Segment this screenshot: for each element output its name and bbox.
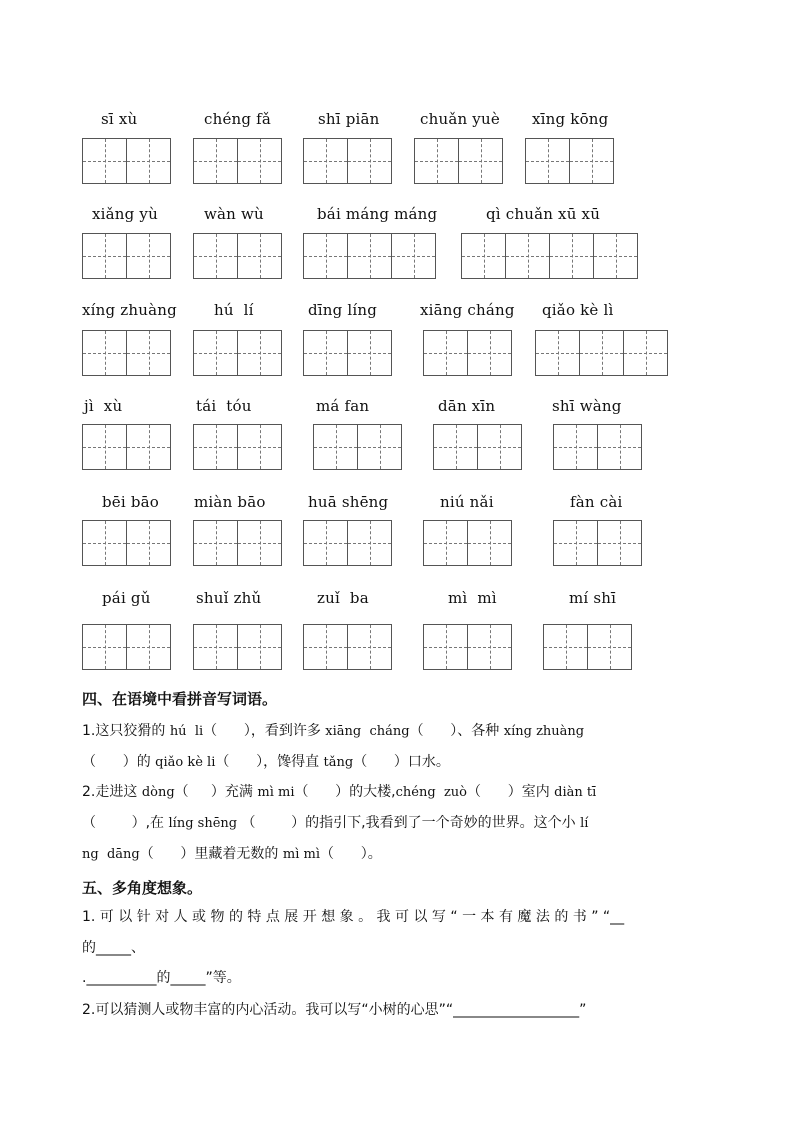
- writing-cell[interactable]: [458, 138, 503, 184]
- pinyin-label: fàn cài: [570, 493, 623, 511]
- writing-grid[interactable]: [82, 138, 170, 184]
- writing-cell[interactable]: [414, 138, 459, 184]
- writing-cell[interactable]: [237, 330, 282, 376]
- pinyin-label: shuǐ zhǔ: [196, 589, 262, 607]
- writing-cell[interactable]: [525, 138, 570, 184]
- writing-cell[interactable]: [535, 330, 580, 376]
- writing-grid[interactable]: [553, 424, 641, 470]
- writing-cell[interactable]: [303, 138, 348, 184]
- writing-grid[interactable]: [82, 330, 170, 376]
- writing-cell[interactable]: [587, 624, 632, 670]
- writing-cell[interactable]: [597, 520, 642, 566]
- writing-grid[interactable]: [313, 424, 401, 470]
- writing-cell[interactable]: [623, 330, 668, 376]
- pinyin-label: mí shī: [569, 589, 617, 607]
- writing-cell[interactable]: [543, 624, 588, 670]
- writing-cell[interactable]: [193, 330, 238, 376]
- writing-cell[interactable]: [347, 520, 392, 566]
- writing-cell[interactable]: [237, 624, 282, 670]
- writing-cell[interactable]: [579, 330, 624, 376]
- writing-cell[interactable]: [237, 233, 282, 279]
- imagination-line-3: .__________的_____”等。: [82, 970, 241, 986]
- writing-cell[interactable]: [82, 330, 127, 376]
- sentence-1-line-1: 1.这只狡猾的 hú li（ ），看到许多 xiāng cháng（ ）、各种 xíng zhuàng: [82, 723, 585, 739]
- writing-grid[interactable]: [543, 624, 631, 670]
- writing-grid[interactable]: [82, 424, 170, 470]
- writing-grid[interactable]: [461, 233, 637, 279]
- pinyin-label: qì chuǎn xū xū: [486, 205, 601, 223]
- writing-cell[interactable]: [505, 233, 550, 279]
- pinyin-label: dīng líng: [308, 301, 378, 319]
- writing-cell[interactable]: [467, 520, 512, 566]
- writing-cell[interactable]: [126, 624, 171, 670]
- writing-grid[interactable]: [193, 233, 281, 279]
- pinyin-label: sī xù: [101, 110, 138, 128]
- writing-cell[interactable]: [193, 138, 238, 184]
- writing-grid[interactable]: [423, 330, 511, 376]
- writing-cell[interactable]: [303, 330, 348, 376]
- pinyin-label: niú nǎi: [440, 493, 494, 511]
- pinyin-label: zuǐ ba: [317, 589, 369, 607]
- writing-cell[interactable]: [423, 624, 468, 670]
- writing-cell[interactable]: [237, 138, 282, 184]
- imagination-line-4: 2.可以猜测人或物丰富的内心活动。我可以写“小树的心思”“__________________”: [82, 1002, 587, 1018]
- writing-grid[interactable]: [423, 624, 511, 670]
- sentence-2-line-2: （ ）,在 líng shēng （ ）的指引下,我看到了一个奇妙的世界。这个小 lí: [82, 815, 589, 831]
- writing-cell[interactable]: [467, 624, 512, 670]
- writing-cell[interactable]: [423, 330, 468, 376]
- writing-grid[interactable]: [414, 138, 502, 184]
- writing-cell[interactable]: [82, 233, 127, 279]
- pinyin-label: miàn bāo: [194, 493, 266, 511]
- writing-grid[interactable]: [535, 330, 667, 376]
- writing-cell[interactable]: [126, 138, 171, 184]
- writing-cell[interactable]: [193, 424, 238, 470]
- pinyin-label: tái tóu: [196, 397, 252, 415]
- pinyin-label: shī piān: [318, 110, 380, 128]
- pinyin-label: xiǎng yù: [92, 205, 158, 223]
- writing-cell[interactable]: [193, 520, 238, 566]
- writing-cell[interactable]: [126, 330, 171, 376]
- pinyin-label: chéng fǎ: [204, 110, 272, 128]
- writing-grid[interactable]: [193, 138, 281, 184]
- writing-cell[interactable]: [423, 520, 468, 566]
- imagination-line-1: 1. 可 以 针 对 人 或 物 的 特 点 展 开 想 象 。 我 可 以 写 “ 一 本 有 魔 法 的 书 ” “__: [82, 909, 625, 925]
- writing-grid[interactable]: [82, 520, 170, 566]
- writing-cell[interactable]: [193, 624, 238, 670]
- writing-cell[interactable]: [347, 330, 392, 376]
- writing-grid[interactable]: [303, 520, 391, 566]
- writing-cell[interactable]: [553, 424, 598, 470]
- writing-grid[interactable]: [525, 138, 613, 184]
- writing-cell[interactable]: [391, 233, 436, 279]
- writing-cell[interactable]: [237, 424, 282, 470]
- writing-cell[interactable]: [303, 624, 348, 670]
- writing-grid[interactable]: [303, 624, 391, 670]
- pinyin-label: wàn wù: [204, 205, 264, 223]
- writing-cell[interactable]: [569, 138, 614, 184]
- writing-cell[interactable]: [82, 624, 127, 670]
- section-4-title: 四、在语境中看拼音写词语。: [82, 690, 278, 708]
- pinyin-label: bēi bāo: [102, 493, 160, 511]
- writing-cell[interactable]: [467, 330, 512, 376]
- writing-cell[interactable]: [303, 233, 348, 279]
- pinyin-label: má fan: [316, 397, 370, 415]
- writing-grid[interactable]: [303, 330, 391, 376]
- writing-cell[interactable]: [347, 624, 392, 670]
- pinyin-label: chuǎn yuè: [420, 110, 500, 128]
- writing-grid[interactable]: [423, 520, 511, 566]
- pinyin-label: xíng zhuàng: [82, 301, 177, 319]
- pinyin-label: xiāng cháng: [420, 301, 515, 319]
- writing-cell[interactable]: [347, 233, 392, 279]
- writing-cell[interactable]: [82, 138, 127, 184]
- writing-cell[interactable]: [303, 520, 348, 566]
- pinyin-label: pái gǔ: [102, 589, 151, 607]
- writing-grid[interactable]: [193, 330, 281, 376]
- pinyin-label: qiǎo kè lì: [542, 301, 614, 319]
- writing-cell[interactable]: [357, 424, 402, 470]
- writing-grid[interactable]: [82, 233, 170, 279]
- pinyin-label: shī wàng: [552, 397, 622, 415]
- imagination-line-2: 的_____、: [82, 940, 145, 956]
- writing-cell[interactable]: [549, 233, 594, 279]
- writing-cell[interactable]: [82, 424, 127, 470]
- writing-cell[interactable]: [347, 138, 392, 184]
- writing-cell[interactable]: [461, 233, 506, 279]
- writing-cell[interactable]: [597, 424, 642, 470]
- writing-cell[interactable]: [593, 233, 638, 279]
- pinyin-label: bái máng máng: [317, 205, 438, 223]
- writing-cell[interactable]: [313, 424, 358, 470]
- writing-cell[interactable]: [126, 424, 171, 470]
- pinyin-label: xīng kōng: [532, 110, 609, 128]
- writing-grid[interactable]: [82, 624, 170, 670]
- writing-grid[interactable]: [433, 424, 521, 470]
- section-5-title: 五、多角度想象。: [82, 879, 203, 897]
- writing-cell[interactable]: [126, 233, 171, 279]
- pinyin-label: huā shēng: [308, 493, 389, 511]
- writing-cell[interactable]: [237, 520, 282, 566]
- writing-cell[interactable]: [193, 233, 238, 279]
- sentence-2-line-1: 2.走进这 dòng（ ）充满 mì mi（ ）的大楼,chéng zuò（ ）室内 diàn tī: [82, 784, 597, 800]
- writing-grid[interactable]: [193, 624, 281, 670]
- writing-cell[interactable]: [82, 520, 127, 566]
- writing-grid[interactable]: [303, 138, 391, 184]
- pinyin-label: hú lí: [214, 301, 254, 319]
- sentence-2-line-3: ng dāng（ ）里藏着无数的 mì mì（ ）。: [82, 846, 382, 862]
- pinyin-label: jì xù: [84, 397, 123, 415]
- writing-grid[interactable]: [193, 520, 281, 566]
- pinyin-label: mì mì: [448, 589, 497, 607]
- writing-cell[interactable]: [477, 424, 522, 470]
- writing-grid[interactable]: [553, 520, 641, 566]
- writing-grid[interactable]: [303, 233, 435, 279]
- writing-cell[interactable]: [126, 520, 171, 566]
- writing-grid[interactable]: [193, 424, 281, 470]
- writing-cell[interactable]: [433, 424, 478, 470]
- pinyin-label: dān xīn: [438, 397, 496, 415]
- writing-cell[interactable]: [553, 520, 598, 566]
- sentence-1-line-2: （ ）的 qiǎo kè li（ ），馋得直 tǎng（ ）口水。: [82, 754, 450, 770]
